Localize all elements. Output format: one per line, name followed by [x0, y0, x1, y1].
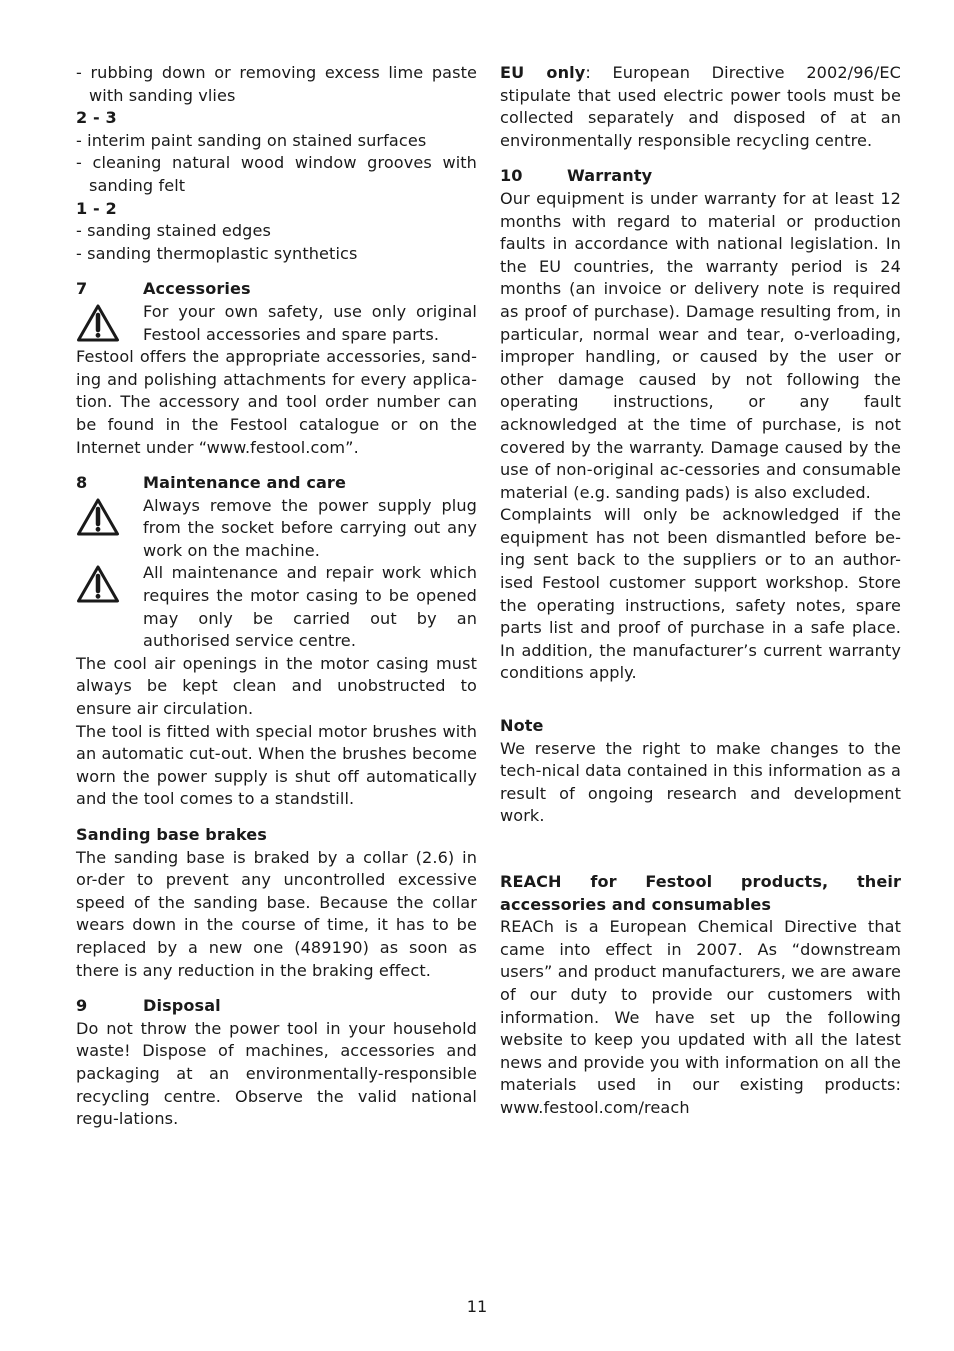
section-heading-disposal: [76, 995, 477, 1018]
section-title: Maintenance and care: [143, 473, 346, 493]
warning-text: Always remove the power supply plug from the socket before carrying out any work on the machine.: [143, 495, 477, 560]
section-title: Accessories: [143, 279, 251, 299]
list-item: - sanding stained edges: [76, 221, 271, 241]
page-number: 11: [466, 1297, 488, 1316]
section-number: 9: [76, 996, 88, 1016]
body-text: The tool is fitted with special motor brushes with an automatic cut-out. When the brushes become worn the power supply is shut off automatically and the tool comes to a standstill.: [76, 721, 477, 809]
subheading-sanding-base-brakes: Sanding base brakes: [76, 825, 267, 844]
warning-triangle-icon: [76, 303, 120, 343]
body-text: Our equipment is under warranty for at least 12 months with regard to material or production faults in accordance with national legislation. In the EU countries, the warranty period is 24 months (an invoice or delivery note is required as proof of purchase). Damage resulting from, in particular, normal wear and tear, o-verloading, improper handling, or caused by the user or other damage caused by not following the operating instructions, or any fault acknowledged at the time of purchase, is not covered by the warranty. Damage caused by the use of non-original ac-cessories and consumable material (e.g. sanding pads) is also excluded.: [500, 188, 901, 502]
eu-only-paragraph: [500, 62, 901, 152]
section-number: 7: [76, 279, 88, 299]
section-heading-maintenance: [76, 472, 477, 495]
body-text: Festool offers the appropriate accessories, sand-ing and polishing attachments for every applica-tion. The accessory and tool order number can be found in the Festool catalogue or on the Internet under “www.festool.com”.: [76, 347, 477, 457]
safety-warning: [76, 562, 477, 652]
warning-text: All maintenance and repair work which requires the motor casing to be opened may only be carried out by an authorised service centre.: [143, 563, 477, 651]
warning-triangle-icon: [76, 497, 120, 537]
right-column: [500, 62, 901, 1120]
eu-only-text: : European Directive 2002/96/EC stipulate that used electric power tools must be collected separately and disposed of at an environmentally responsible recycling centre.: [500, 63, 901, 150]
body-text: The sanding base is braked by a collar (2.6) in or-der to prevent any uncontrolled excessive speed of the sanding base. Because the collar wears down in the course of time, it has to be replaced by a new one (489190) as soon as there is any reduction in the braking effect.: [76, 847, 477, 980]
list-item: - cleaning natural wood window grooves with sanding felt: [76, 153, 477, 195]
body-text: REACh is a European Chemical Directive that came into effect in 2007. As “downstream users” and product manufacturers, we are aware of our duty to provide our customers with information. We have set up the following website to keep you updated with all the latest news and provide you with information on all the materials used in our existing products: www.festool.com/reach: [500, 917, 901, 1117]
eu-only-label: EU only: [500, 63, 586, 82]
section-heading-accessories: [76, 278, 477, 301]
section-number: 10: [500, 166, 523, 186]
grade-heading: 1 - 2: [76, 198, 117, 218]
subheading-reach: REACH for Festool products, their accessories and consumables: [500, 872, 901, 914]
list-item: - sanding thermoplastic synthetics: [76, 243, 358, 263]
body-text: Complaints will only be acknowledged if the equipment has not been dismantled before be-ing sent back to the suppliers or to an author-ised Festool customer support workshop. Store the operating instructions, safety notes, spare parts list and proof of purchase in a safe place. In addition, the manufacturer’s current warranty conditions apply.: [500, 505, 901, 683]
body-text: Do not throw the power tool in your household waste! Dispose of machines, accessories and packaging at an environmentally-responsible recycling centre. Observe the valid national regu-lations.: [76, 1018, 477, 1129]
safety-warning: [76, 495, 477, 563]
grade-heading: 2 - 3: [76, 108, 117, 128]
section-heading-warranty: [500, 165, 901, 188]
section-title: Warranty: [567, 166, 653, 186]
warning-text: For your own safety, use only original Festool accessories and spare parts.: [143, 301, 477, 344]
section-number: 8: [76, 473, 88, 493]
body-text: The cool air openings in the motor casing must always be kept clean and unobstructed to ensure air circulation.: [76, 653, 477, 719]
subheading-note: Note: [500, 716, 544, 736]
warning-triangle-icon: [76, 564, 120, 604]
list-item: - interim paint sanding on stained surfaces: [76, 130, 427, 150]
body-text: We reserve the right to make changes to the tech-nical data contained in this information as a result of ongoing research and development work.: [500, 738, 901, 826]
list-item: - rubbing down or removing excess lime paste with sanding vlies: [76, 63, 477, 105]
safety-warning: [76, 301, 477, 346]
section-title: Disposal: [143, 996, 221, 1016]
left-column: [76, 62, 477, 1131]
